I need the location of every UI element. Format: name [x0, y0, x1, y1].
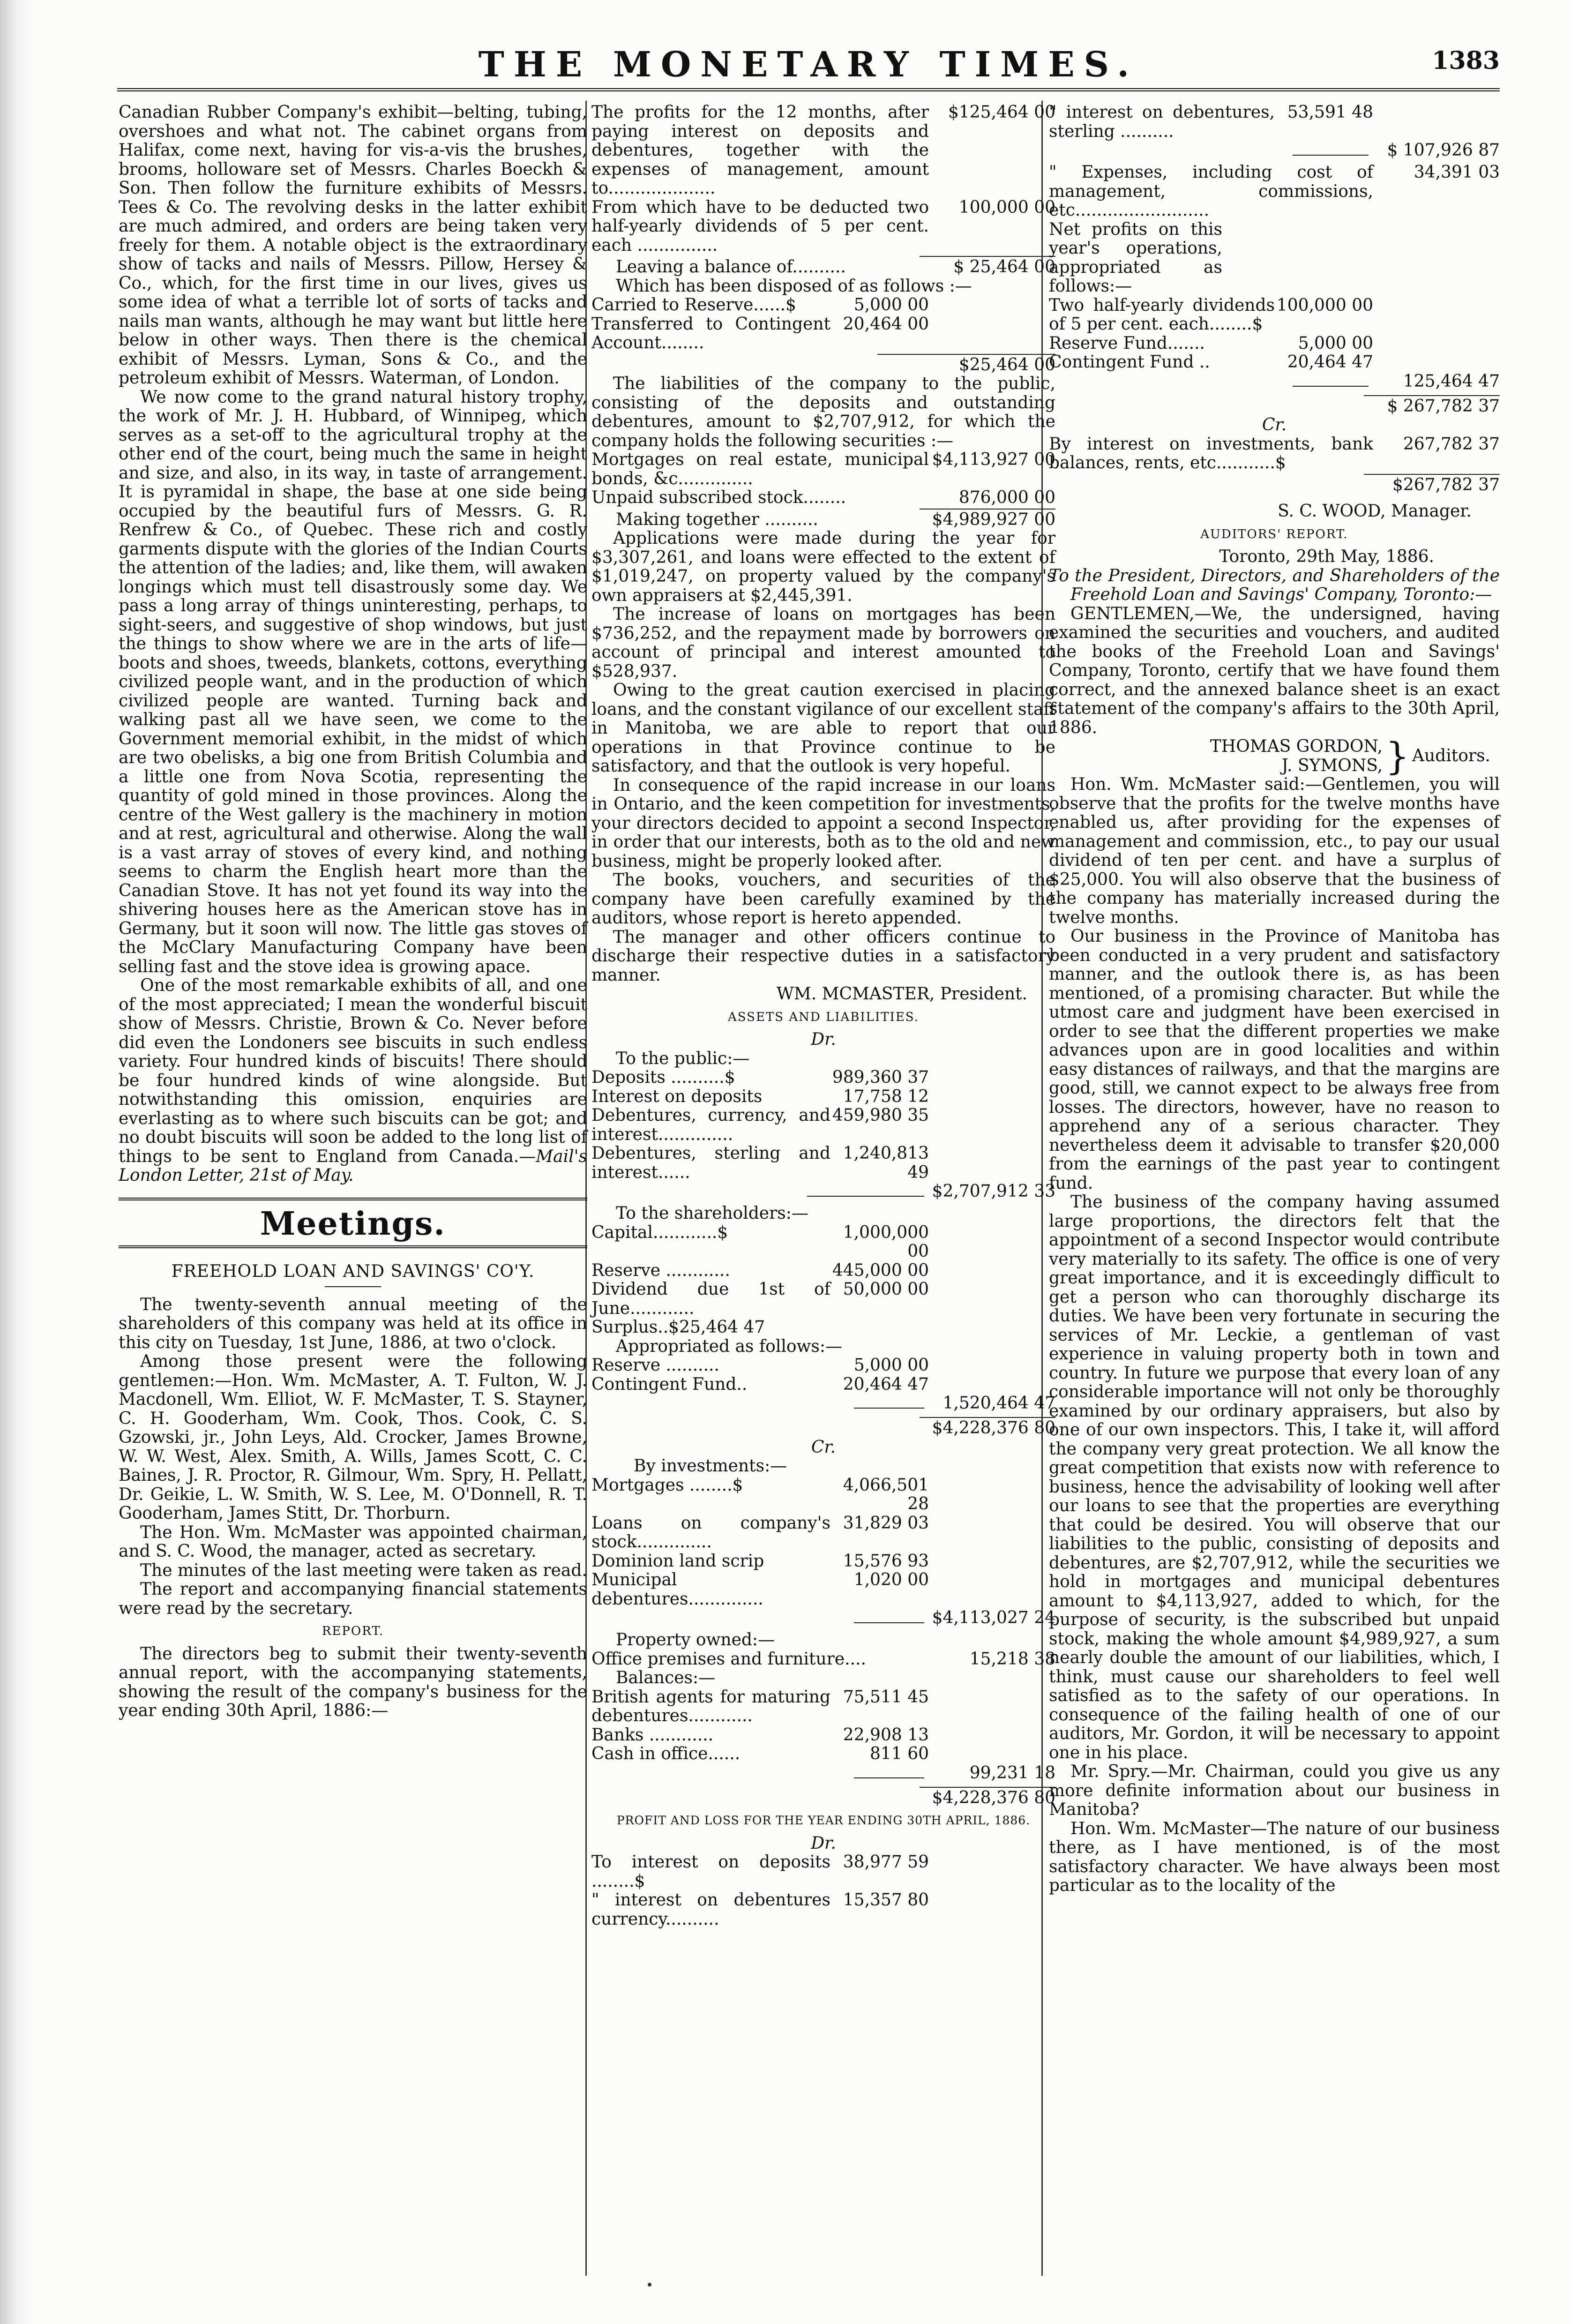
deduct-label: From which have to be deducted two half-yearly dividends of 5 per cent. each ...............	[591, 197, 929, 255]
ledger-amount: 53,591 48	[1287, 103, 1373, 122]
invest-total: $4,113,027 24	[932, 1608, 1055, 1627]
ledger-label: Mortgages ........$	[591, 1475, 743, 1495]
report-paragraph: The increase of loans on mortgages has been $736,252, and the repayment made by borrowers on account of principal and interest amounted to $528,937.	[591, 605, 1055, 681]
ledger-amount: 34,391 03	[1414, 163, 1500, 182]
ledger-amount: 267,782 37	[1403, 434, 1500, 454]
auditor-name: J. SYMONS,	[1281, 756, 1383, 775]
header-rule	[117, 88, 1500, 93]
ledger-row	[591, 1514, 1055, 1552]
ledger-row	[591, 1087, 1055, 1107]
report-paragraph: Applications were made during the year for $3,307,261, and loans were effected to the extent of $1,019,247, on property valued by the company's own appraisers at $2,445,391.	[591, 529, 1055, 605]
binding-edge-shadow	[0, 0, 33, 2324]
disposed-total: $25,464 00	[958, 355, 1055, 375]
column-1	[119, 103, 587, 1721]
article-paragraph-text: One of the most remarkable exhibits of all, and one of the most appreciated; I mean the wonderful biscuit show of Messrs. Christie, Brown & Co. Never before did even the Londoners see biscuits in such endless variety. Four hundred kinds of biscuits! There should be four hundred kinds of wine alongside. But notwithstanding this omission, enquiries are everlasting as to where such biscuits can be got; and no doubt biscuits will soon be added to the long list of things to be sent to England from Canada.—	[119, 976, 587, 1166]
np-total: 125,464 47	[1403, 371, 1500, 391]
disposed-total-row	[591, 356, 1055, 375]
ledger-amount: 989,360 37	[832, 1068, 929, 1087]
ledger-label: Deposits ..........$	[591, 1068, 735, 1087]
ledger-row	[591, 1688, 1055, 1726]
ledger-row	[1049, 334, 1500, 353]
disposed-line: Which has been disposed of as follows :—	[616, 276, 972, 296]
ledger-amount: 1,020 00	[853, 1570, 929, 1589]
surplus-line: Surplus..$25,464 47	[591, 1318, 765, 1337]
ledger-amount: 5,000 00	[853, 1356, 929, 1375]
ledger-label: Dominion land scrip	[591, 1551, 764, 1571]
deduct-row	[591, 198, 1055, 255]
total-rule	[1364, 474, 1500, 475]
speech-paragraph: The business of the company having assumed large proportions, the directors felt that the appointment of a second Inspector would contribute very materially to its safety. The office is one of very great importance, and it is exceedingly difficult to get a person who can thoroughly discharge its duties. We have been very fortunate in securing the services of Mr. Leckie, a gentleman of vast experience in valuing property both in town and country. In future we purpose that every loan of any considerable importance will not only be thoroughly examined by our ordinary appraisers, but also by one of our own inspectors. This, I take it, will afford the company very great protection. We all know the great competition that exists now with reference to business, hence the advisability of looking well after our loans to see that the properties are everything that could be desired. You will observe that our liabilities to the public, consisting of deposits and debentures, are $2,707,912, while the securities we hold in mortgages and municipal debentures amount to $4,113,927, added to which, for the purpose of security, is the subscribed but unpaid stock, making the whole amount $4,989,927, a sum nearly double the amount of our liabilities, which, I think, must cause our shareholders to feel well satisfied as to the safety of our operations. In consequence of the failing health of one of our auditors, Mr. Gordon, it will be necessary to appoint one in his place.	[1049, 1192, 1500, 1762]
ledger-amount: 1,000,000 00	[843, 1222, 929, 1261]
by-investments: By investments:—	[634, 1456, 787, 1476]
speech-paragraph: Hon. Wm. McMaster said:—Gentlemen, you will observe that the profits for the twelve months have enabled us, after providing for the expenses of management and commission, etc., to pay our usual dividend of ten per cent. and have a surplus of $25,000. You will also observe that the business of the company has materially increased during the twelve months.	[1049, 775, 1500, 927]
article-credit: Mail's London Letter, 21st of May.	[119, 1147, 587, 1185]
contingent-row	[591, 315, 1055, 353]
article-paragraph: Canadian Rubber Company's exhibit—belting, tubing, overshoes and what not. The cabinet organs from Halifax, come next, having for vis-a-vis the brushes, brooms, holloware set of Messrs. Charles Boeckh & Son. Then follow the furniture exhibits of Messrs. Tees & Co. The revolving desks in the latter exhibit are much admired, and orders are being taken very freely for them. A notable object is the extraordinary show of tacks and nails of Messrs. Pillow, Hersey & Co., which, for the first time in our lives, gives us some idea of what a terrible lot of sorts of tacks and nails man wants, although he may want but little here below in other ways. Then there is the chemical exhibit of Messrs. Lyman, Sons & Co., and the petroleum exhibit of Messrs. Waterman, of London.	[119, 103, 587, 388]
ledger-amount: 15,357 80	[843, 1890, 929, 1910]
ledger-label: To interest on deposits ........$	[591, 1852, 830, 1891]
company-heading: FREEHOLD LOAN AND SAVINGS' CO'Y.	[171, 1262, 535, 1281]
short-rule	[325, 1286, 381, 1287]
ledger-row	[591, 1280, 1055, 1318]
scan-speck	[648, 2283, 651, 2287]
column-2	[591, 103, 1055, 1929]
ledger-row	[591, 1261, 1055, 1281]
ledger-label: " Expenses, including cost of management, commissions, etc.........................	[1049, 163, 1373, 220]
contingent-amount: 20,464 00	[843, 314, 929, 334]
page-header	[117, 45, 1500, 87]
auditors-signatures	[1049, 734, 1490, 778]
report-heading: REPORT.	[322, 1624, 384, 1638]
report-paragraph: In consequence of the rapid increase in our loans in Ontario, and the keen competition for investments, your directors decided to appoint a second Inspector, in order that our interests, both as to the old and new business, might be properly looked after.	[591, 775, 1055, 871]
mortgages-row	[591, 450, 1055, 488]
ledger-label: " interest on debentures, sterling ..........	[1049, 103, 1275, 141]
ledger-total-row	[591, 1609, 1055, 1631]
deduct-amount: 100,000 00	[958, 197, 1055, 217]
ledger-total-row	[591, 1394, 1055, 1416]
interest-total: $ 107,926 87	[1387, 141, 1500, 160]
reserve-amount: 5,000 00	[853, 295, 929, 315]
ledger-row	[1049, 353, 1500, 372]
meeting-paragraph: The minutes of the last meeting were taken as read.	[140, 1560, 587, 1580]
ledger-label: Reserve Fund.......	[1049, 333, 1205, 353]
balances-line: Balances:—	[616, 1668, 716, 1687]
balance-amount: $ 25,464 00	[953, 257, 1055, 277]
unpaid-row	[591, 488, 1055, 508]
ledger-label: Contingent Fund..	[591, 1374, 748, 1394]
ledger-amount: 15,218 38	[969, 1649, 1055, 1669]
speech-paragraph: Mr. Spry.—Mr. Chairman, could you give us any more definite information about our business in Manitoba?	[1049, 1762, 1500, 1819]
reserve-label: Carried to Reserve......$	[591, 295, 796, 315]
ledger-row	[591, 1476, 1055, 1514]
president-signature: WM. MCMASTER, President.	[776, 984, 1027, 1004]
balance-row	[591, 258, 1055, 277]
article-paragraph	[119, 976, 587, 1185]
pl-total-dr: $ 267,782 37	[1387, 396, 1500, 416]
section-rule	[119, 1245, 587, 1248]
meeting-paragraph: The Hon. Wm. McMaster was appointed chairman, and S. C. Wood, the manager, acted as secretary.	[119, 1522, 587, 1561]
total-rule	[1364, 395, 1500, 396]
property-owned: Property owned:—	[616, 1630, 775, 1649]
ledger-total-row	[591, 1182, 1055, 1204]
auditors-paragraph: GENTLEMEN,—We, the undersigned, having examined the securities and vouchers, and audited the books of the Freehold Loan and Savings' Company, Toronto, certify that we have found them correct, and the annexed balance sheet is an exact statement of the company's affairs to the 30th April, 1886.	[1049, 604, 1500, 737]
ledger-label: Capital............$	[591, 1222, 728, 1242]
ledger-amount: 75,511 45	[843, 1687, 929, 1707]
public-rows	[591, 1068, 1055, 1182]
ledger-label: Municipal debentures..............	[591, 1570, 763, 1609]
meeting-paragraph: The twenty-seventh annual meeting of the shareholders of this company was held at its office in this city on Tuesday, 1st June, 1886, at two o'clock.	[119, 1295, 587, 1352]
ledger-row	[591, 1356, 1055, 1375]
balance-label: Leaving a balance of..........	[616, 257, 846, 277]
ledger-amount: 4,066,501 28	[843, 1475, 929, 1514]
unpaid-label: Unpaid subscribed stock........	[591, 488, 846, 507]
report-paragraph: Owing to the great caution exercised in placing loans, and the constant vigilance of our excellent staff in Manitoba, we are able to report that our operations in that Province continue to be satisfactory, and that the outlook is very hopeful.	[591, 681, 1055, 776]
ledger-row	[591, 1726, 1055, 1745]
balance-total: 99,231 18	[969, 1763, 1055, 1783]
to-shareholders: To the shareholders:—	[616, 1204, 808, 1223]
ledger-row	[591, 1853, 1055, 1891]
ledger-label: Loans on company's stock..............	[591, 1513, 830, 1552]
article-paragraph: We now come to the grand natural history trophy, the work of Mr. J. H. Hubbard, of Winnipeg, which serves as a set-off to the agricultural trophy at the other end of the court, being much the same in height and size, and also, in its way, in taste of arrangement. It is pyramidal in shape, the base at one side being occupied by the beautiful furs of Messrs. G. R. Renfrew & Co., of Quebec. These rich and costly garments dispute with the glories of the Indian Courts the attention of the ladies; and, like them, will awaken longings which must tell disastrously some day. We pass a long array of things uninteresting, perhaps, to sight-seers, and suggestive of shop windows, but just the things to show where we are in the arts of life—boots and shoes, tweeds, blankets, cottons, everything civilized people want, and in the production of which civilized people are wanted. Turning back and walking past all we have seen, we come to the Government memorial exhibit, in the midst of which are two obelisks, a big one from British Columbia and a little one from Nova Scotia, representing the quantity of gold mined in those provinces. Along the centre of the West gallery is the machinery in motion and at rest, agricultural and otherwise. Along the wall is a vast array of stoves of every kind, and nothing seems to charm the English heart more than the Canadian Stove. It has not yet found its way into the shivering houses here as the American stove has in Germany, but it soon will now. The little gas stoves of the McClary Manufacturing Company have been selling fast and the stove idea is growing apace.	[119, 387, 587, 976]
auditors-label: Auditors.	[1412, 746, 1490, 766]
meetings-heading: Meetings.	[260, 1205, 446, 1243]
cr-label: Cr.	[811, 1437, 836, 1457]
ledger-amount: 22,908 13	[843, 1725, 929, 1745]
ledger-total-row	[591, 1764, 1055, 1786]
public-total: $2,707,912 33	[932, 1182, 1055, 1201]
ledger-amount: 459,980 35	[832, 1106, 929, 1125]
ledger-row	[591, 1375, 1055, 1394]
ledger-row	[1049, 296, 1500, 334]
total-rule	[920, 509, 1055, 510]
ledger-amount: 811 60	[870, 1744, 929, 1763]
ledger-amount: 20,464 47	[843, 1374, 929, 1394]
profits-label: The profits for the 12 months, after paying interest on deposits and debentures, together with the expenses of management, amount to....................	[591, 103, 929, 198]
expenses-row	[1049, 163, 1500, 220]
ledger-row	[591, 1891, 1055, 1929]
grand-total-row	[591, 1419, 1055, 1438]
ledger-total-row	[1049, 372, 1500, 394]
profits-amount: $125,464 00	[948, 103, 1055, 122]
ledger-amount: 100,000 00	[1276, 295, 1373, 315]
pl-dr-label: Dr.	[811, 1833, 836, 1853]
share-total: 1,520,464 47	[943, 1394, 1055, 1413]
pl-total-row	[1049, 476, 1500, 495]
ledger-row	[591, 1068, 1055, 1087]
ledger-label: Interest on deposits	[591, 1087, 763, 1106]
manager-signature: S. C. WOOD, Manager.	[1278, 502, 1472, 521]
masthead-title: THE MONETARY TIMES.	[478, 45, 1139, 85]
ledger-label: Contingent Fund ..	[1049, 352, 1210, 372]
ledger-total-row	[1049, 141, 1500, 163]
pl-cr-label: Cr.	[1262, 415, 1287, 435]
ledger-label: " interest on debentures currency..........	[591, 1890, 830, 1929]
ledger-label: By interest on investments, bank balances, rents, etc...........$	[1049, 434, 1373, 472]
meeting-paragraph: The report and accompanying financial statements were read by the secretary.	[119, 1580, 587, 1618]
profit-loss-heading: PROFIT AND LOSS FOR THE YEAR ENDING 30TH APRIL, 1886.	[616, 1814, 1031, 1827]
auditors-dateline: Toronto, 29th May, 1886.	[1219, 547, 1434, 566]
report-paragraph: The manager and other officers continue to discharge their respective duties in a satisfactory manner.	[591, 927, 1055, 985]
section-rule	[119, 1198, 587, 1200]
ledger-amount: 445,000 00	[832, 1260, 929, 1280]
speech-paragraph: Our business in the Province of Manitoba has been conducted in a very prudent and satisfactory manner, and the outlook there is, as has been mentioned, of a promising character. But while the utmost care and judgment have been exercised in order to see that the different properties we make advances upon are in good localities and within easy distances of railways, and that the margins are good, still, we cannot expect to be always free from losses. The directors, however, have no reason to apprehend any of a serious character. They nevertheless deem it advisable to transfer $20,000 from the earnings of the past year to contingent fund.	[1049, 927, 1500, 1193]
speech-paragraph: Hon. Wm. McMaster—The nature of our business there, as I have mentioned, is of the most satisfactory character. We have always been most particular as to the locality of the	[1049, 1819, 1500, 1895]
brace-glyph: }	[1385, 734, 1409, 778]
mortgages-amount: $4,113,927 00	[932, 450, 1055, 469]
assets-heading: ASSETS AND LIABILITIES.	[728, 1010, 919, 1024]
grand-total-dr: $4,228,376 80	[932, 1418, 1055, 1438]
report-paragraph: The books, vouchers, and securities of the company have been carefully examined by the auditors, whose report is hereto appended.	[591, 870, 1055, 928]
report-paragraph: The directors beg to submit their twenty-seventh annual report, with the accompanying statements, showing the result of the company's business for the year ending 30th April, 1886:—	[119, 1644, 587, 1720]
page-number: 1383	[1432, 46, 1500, 75]
ledger-label: Reserve ..........	[591, 1356, 719, 1375]
pl-total-row	[1049, 397, 1500, 416]
pl-total-cr: $267,782 37	[1392, 475, 1500, 495]
ledger-row	[591, 1552, 1055, 1571]
meeting-paragraph: Among those present were the following gentlemen:—Hon. Wm. McMaster, A. T. Fulton, W. J. Macdonell, Wm. Elliot, W. F. McMaster, T. S. Stayner, C. H. Gooderham, Wm. Cook, Thos. Cook, C. S. Gzowski, jr., John Leys, Ald. Crocker, James Browne, W. W. West, Alex. Smith, A. Wills, James Scott, C. C. Baines, J. R. Proctor, R. Gilmour, Wm. Spry, H. Pellatt, Dr. Geikie, L. W. Smith, W. S. Lee, M. O'Donnell, R. T. Gooderham, James Stitt, Dr. Thorburn.	[119, 1352, 587, 1523]
dr-label: Dr.	[811, 1030, 836, 1049]
making-amount: $4,989,927 00	[932, 510, 1055, 529]
grand-total-row	[591, 1789, 1055, 1808]
total-rule	[877, 354, 1055, 355]
mortgages-label: Mortgages on real estate, municipal bonds, &c..............	[591, 450, 929, 488]
ledger-label: Reserve ............	[591, 1260, 730, 1280]
ledger-label: Banks ............	[591, 1725, 714, 1745]
grand-total-cr: $4,228,376 80	[932, 1788, 1055, 1807]
liabilities-paragraph: The liabilities of the company to the public, consisting of the deposits and outstanding debentures, amount to $2,707,912, for which the company holds the following securities :—	[591, 374, 1055, 450]
auditors-heading: AUDITORS' REPORT.	[1200, 527, 1348, 541]
ledger-row	[1049, 103, 1500, 141]
auditors-address: To the President, Directors, and Shareholders of the Freehold Loan and Savings' Company, Toronto:—	[1049, 566, 1500, 604]
ledger-amount: 17,758 12	[843, 1087, 929, 1106]
ledger-label: Debentures, currency, and interest..............	[591, 1106, 830, 1144]
ledger-row	[591, 1223, 1055, 1261]
ledger-amount: 5,000 00	[1298, 333, 1373, 353]
ledger-label: Dividend due 1st of June............	[591, 1280, 830, 1318]
ledger-label: Cash in office......	[591, 1744, 741, 1763]
by-interest-row	[1049, 435, 1500, 473]
making-label: Making together ..........	[616, 510, 818, 529]
ledger-label: Two half-yearly dividends of 5 per cent. each........$	[1049, 295, 1275, 334]
column-3	[1049, 103, 1500, 1896]
profits-row	[591, 103, 1055, 198]
ledger-label: Office premises and furniture....	[591, 1649, 866, 1669]
ledger-amount: 15,576 93	[843, 1551, 929, 1571]
ledger-label: Debentures, sterling and interest......	[591, 1144, 830, 1182]
making-row	[591, 510, 1055, 530]
ledger-row	[591, 1745, 1055, 1764]
ledger-row	[591, 1106, 1055, 1144]
to-public: To the public:—	[616, 1049, 750, 1068]
appropriated-line: Appropriated as follows:—	[616, 1336, 842, 1356]
ledger-row	[591, 1144, 1055, 1182]
ledger-amount: 38,977 59	[843, 1852, 929, 1872]
office-row	[591, 1650, 1055, 1669]
ledger-amount: 20,464 47	[1287, 352, 1373, 372]
auditor-name: THOMAS GORDON,	[1210, 737, 1383, 756]
ledger-label: British agents for maturing debentures............	[591, 1687, 830, 1725]
ledger-row	[591, 1571, 1055, 1609]
contingent-label: Transferred to Contingent Account........	[591, 314, 830, 352]
reserve-row	[591, 296, 1055, 315]
net-profits-label: Net profits on this year's operations, appropriated as follows:—	[1049, 219, 1222, 296]
ledger-amount: 31,829 03	[843, 1513, 929, 1533]
unpaid-amount: 876,000 00	[958, 488, 1055, 507]
total-rule	[920, 256, 1055, 257]
total-rule	[920, 1417, 1055, 1418]
ledger-amount: 1,240,813 49	[843, 1144, 929, 1182]
total-rule	[920, 1787, 1055, 1788]
ledger-amount: 50,000 00	[843, 1280, 929, 1299]
